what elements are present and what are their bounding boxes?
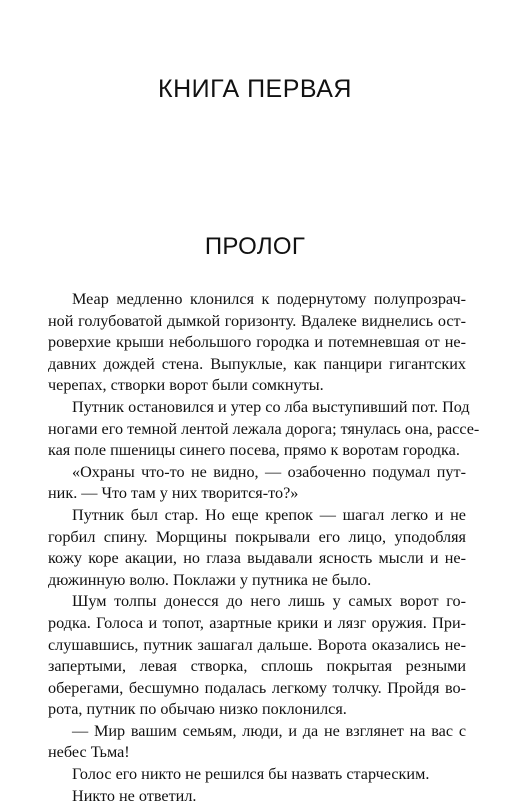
text-line: кожу коре акации, но глаза выдавали ясность мысли и не- [48,549,466,568]
book-title: КНИГА ПЕРВАЯ [158,75,352,103]
text-line: дюжинную волю. Поклажи у путника не было. [48,570,372,589]
text-line: давних дождей стена. Выпуклые, как панцири гигантских [48,354,466,373]
paragraph [48,764,466,786]
prologue-text [48,289,480,807]
text-line: роверхие крыши небольшого городка и потемневшая от не- [48,333,466,352]
text-line: черепах, створки ворот были сомкнуты. [48,376,324,395]
text-line: Шум толпы донесся до него лишь у самых ворот го- [72,592,466,611]
paragraph [48,786,466,807]
text-line: небес Тьма! [48,743,130,762]
text-line: Меар медленно клонился к подернутому полупрозрач- [72,290,466,308]
text-line: родка. Голоса и топот, азартные крики и лязг оружия. При- [48,613,466,632]
text-line: ник. — Что там у них творится-то?» [48,484,299,503]
text-line: ной голубоватой дымкой горизонту. Вдалеке виднелись ост- [48,311,466,330]
text-line: «Охраны что-то не видно, — озабоченно подумал пут- [72,462,466,481]
text-line: Путник был стар. Но еще крепок — шагал легко и не [72,505,466,524]
text-line: слушавшись, путник зашагал дальше. Ворота оказались не- [48,635,466,654]
paragraph [48,289,466,397]
text-line: — Мир вашим семьям, люди, и да не взглянет на вас с [72,721,466,740]
text-line: рота, путник по обычаю низко поклонился. [48,700,347,719]
paragraph [48,462,466,505]
text-line: Путник остановился и утер со лба выступивший пот. Под [72,397,470,416]
text-line: запертыми, левая створка, сплошь покрытая резными [48,657,466,676]
text-line: ногами его темной лентой лежала дорога; тянулась она, рассе- [48,419,480,438]
text-line: Никто не ответил. [72,786,197,805]
text-line: кая поле пшеницы синего посева, прямо к воротам городка. [48,441,460,460]
text-line: Голос его никто не решился бы назвать старческим. [72,765,430,784]
text-line: горбил спину. Морщины покрывали его лицо, уподобляя [48,527,466,546]
chapter-title: ПРОЛОГ [204,233,306,260]
paragraph [48,591,466,721]
paragraph [48,505,466,591]
text-line: оберегами, бесшумно подалась легкому толчку. Пройдя во- [48,678,466,697]
paragraph [48,397,480,462]
paragraph [48,721,466,764]
